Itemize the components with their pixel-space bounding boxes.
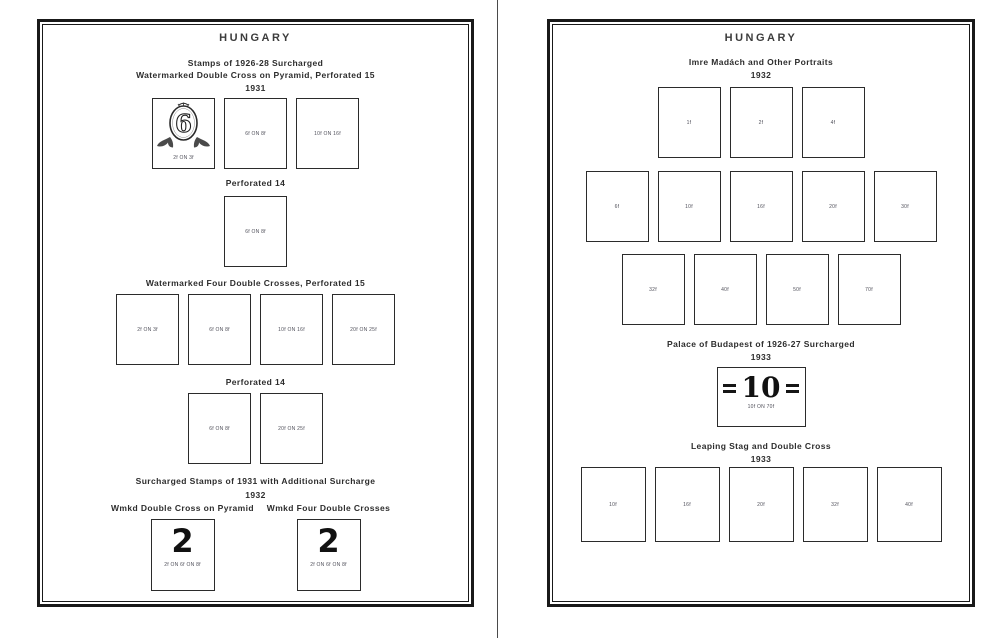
stamp-box	[332, 294, 395, 365]
stamp-box	[581, 467, 646, 542]
stamp-box	[658, 87, 721, 158]
stamp-box-surcharge-10	[717, 367, 806, 427]
stamp-denomination: 6f ON 8f	[245, 228, 266, 235]
stamp-denomination: 2f ON 3f	[173, 155, 194, 161]
stamp-box	[802, 171, 865, 242]
stamp-denomination: 40f	[905, 501, 913, 508]
album-page-right	[547, 19, 975, 607]
surcharge-column	[110, 503, 256, 591]
stamp-box	[586, 171, 649, 242]
section-heading: Watermarked Four Double Crosses, Perforated 15	[145, 278, 366, 288]
section-heading: Perforated 14	[225, 377, 286, 387]
album-page-right-inner-border	[552, 24, 970, 602]
section-heading: Surcharged Stamps of 1931 with Additional Surcharge	[135, 476, 376, 486]
album-page-left	[37, 19, 474, 607]
stamp-denomination: 70f	[865, 286, 873, 293]
stamp-box	[729, 467, 794, 542]
stamp-denomination: 6f ON 8f	[245, 130, 266, 137]
section-heading: Stamps of 1926-28 Surcharged	[187, 58, 324, 68]
stamp-denomination: 50f	[793, 286, 801, 293]
stamp-denomination: 6f	[614, 203, 620, 210]
stamp-denomination: 6f ON 8f	[209, 326, 230, 333]
stamp-denomination: 1f	[686, 119, 692, 126]
section-year: 1933	[750, 352, 772, 362]
stamp-denomination: 16f	[757, 203, 765, 210]
section-heading: Palace of Budapest of 1926-27 Surcharged	[667, 339, 855, 349]
stamp-box	[655, 467, 720, 542]
stamp-denomination: 2f ON 3f	[137, 326, 158, 333]
stamp-box	[260, 393, 323, 464]
stamp-box	[188, 393, 251, 464]
surcharge-columns	[43, 503, 468, 591]
stamp-denomination: 32f	[649, 286, 657, 293]
section-year: 1933	[750, 454, 772, 464]
stamp-denomination: 20f	[829, 203, 837, 210]
section-year: 1932	[750, 70, 772, 80]
stamp-numeral: 2	[171, 522, 194, 560]
stamp-denomination: 20f ON 25f	[350, 326, 377, 333]
stamp-denomination: 6f ON 8f	[209, 425, 230, 432]
surcharge-10-art	[723, 371, 800, 404]
section-subheading: Watermarked Double Cross on Pyramid, Perforated 15	[136, 70, 375, 80]
section-heading: Imre Madách and Other Portraits	[688, 57, 834, 67]
section-year: 1931	[245, 83, 266, 93]
stamp-row	[553, 87, 969, 158]
stamp-row	[553, 367, 969, 427]
stamp-box	[622, 254, 685, 325]
stamp-numeral: 6	[175, 109, 192, 138]
book-spine-divider	[497, 0, 498, 638]
stamp-box	[766, 254, 829, 325]
stamp-row	[43, 98, 468, 169]
stamp-box	[224, 196, 287, 267]
stamp-numeral: 2	[317, 522, 340, 560]
section-year: 1932	[245, 490, 266, 500]
stamp-denomination: 10f ON 70f	[747, 404, 775, 410]
stamp-denomination: 40f	[721, 286, 729, 293]
stamp-box	[730, 87, 793, 158]
stamp-box	[802, 87, 865, 158]
stamp-box-ornate-6	[152, 98, 215, 169]
stamp-box	[803, 467, 868, 542]
stamp-denomination: 16f	[683, 501, 691, 508]
page-title: HUNGARY	[724, 32, 798, 44]
stamp-box	[838, 254, 901, 325]
stamp-box	[188, 294, 251, 365]
stamp-row	[553, 171, 969, 242]
stamp-denomination: 10f ON 16f	[278, 326, 305, 333]
stamp-numeral: 10	[741, 371, 781, 404]
stamp-denomination: 2f ON 6f ON 8f	[164, 562, 201, 568]
column-heading: Wmkd Four Double Crosses	[266, 503, 391, 513]
stamp-denomination: 20f ON 25f	[278, 425, 305, 432]
surcharge-column	[256, 503, 402, 591]
stamp-box	[730, 171, 793, 242]
stamp-row	[553, 467, 969, 542]
stamp-box	[658, 171, 721, 242]
stamp-row	[43, 393, 468, 464]
stamp-box	[260, 294, 323, 365]
stamp-denomination: 20f	[757, 501, 765, 508]
stamp-row	[43, 294, 468, 365]
stamp-denomination: 32f	[831, 501, 839, 508]
stamp-box	[224, 98, 287, 169]
stamp-denomination: 10f	[685, 203, 693, 210]
surcharge-bars-right	[786, 384, 799, 393]
stamp-box	[296, 98, 359, 169]
stamp-box	[694, 254, 757, 325]
section-heading: Leaping Stag and Double Cross	[690, 441, 832, 451]
stamp-denomination: 4f	[830, 119, 836, 126]
album-page-left-inner-border	[42, 24, 469, 602]
stamp-box-big-2	[297, 519, 361, 591]
stamp-row	[553, 254, 969, 325]
stamp-row	[43, 196, 468, 267]
stamp-denomination: 10f ON 16f	[314, 130, 341, 137]
stamp-box	[877, 467, 942, 542]
stamp-denomination: 10f	[609, 501, 617, 508]
stamp-denomination: 2f ON 6f ON 8f	[310, 562, 347, 568]
stamp-denomination: 30f	[901, 203, 909, 210]
stamp-box	[116, 294, 179, 365]
stamp-denomination: 2f	[758, 119, 764, 126]
stamp-box	[874, 171, 937, 242]
surcharge-bars-left	[723, 384, 736, 393]
page-title: HUNGARY	[219, 32, 292, 44]
ornate-6-stamp-art	[153, 101, 214, 153]
column-heading: Wmkd Double Cross on Pyramid	[111, 503, 254, 513]
stamp-box-big-2	[151, 519, 215, 591]
section-heading: Perforated 14	[225, 178, 286, 188]
